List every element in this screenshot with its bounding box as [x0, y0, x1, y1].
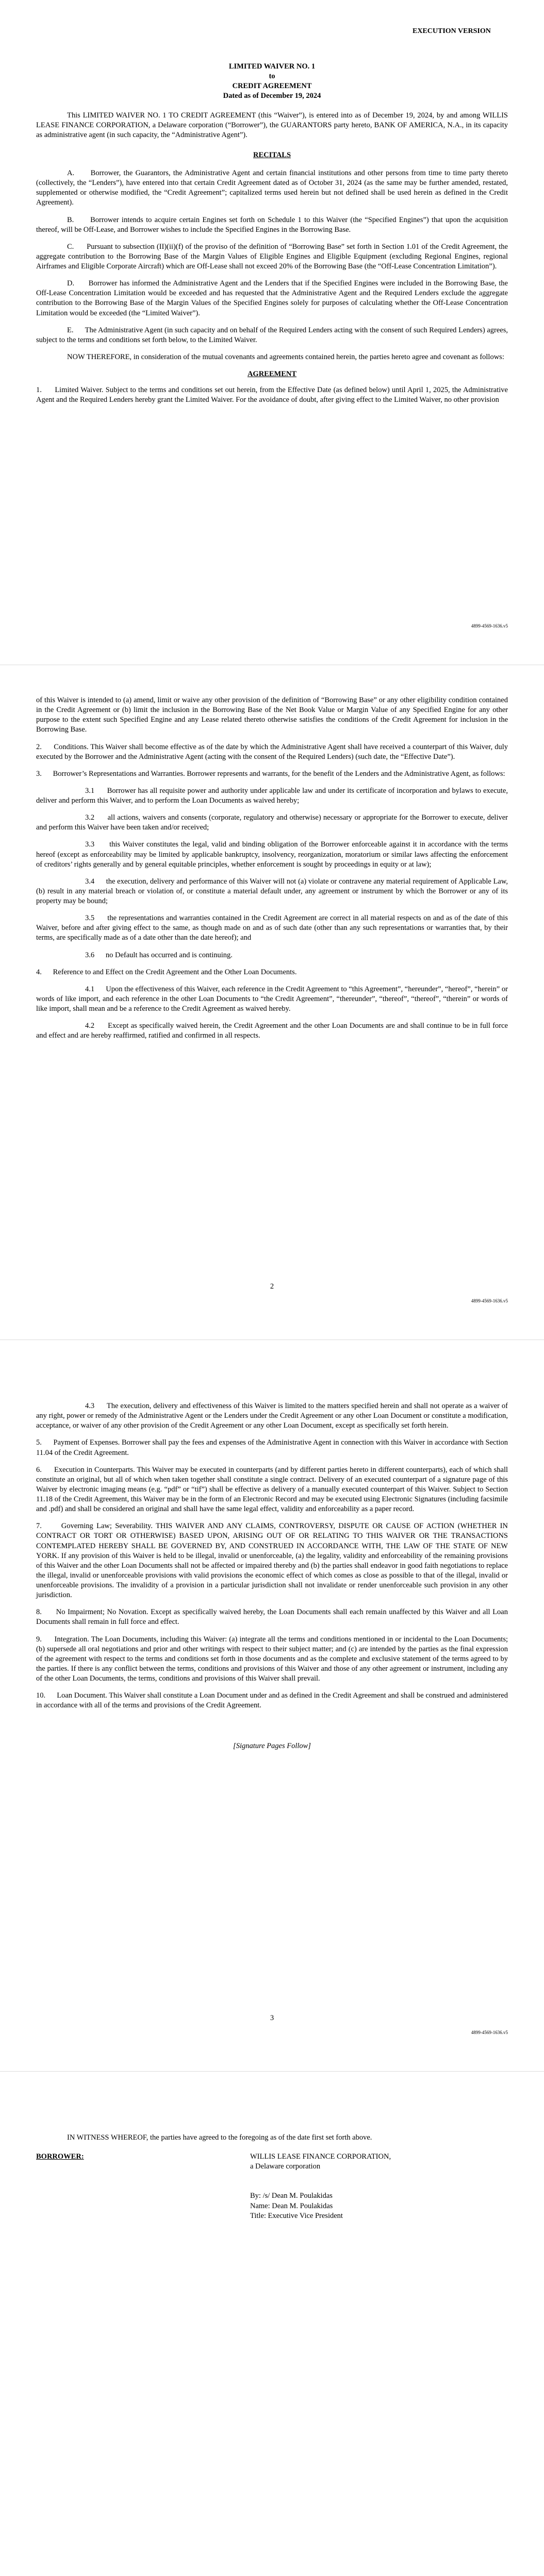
borrower-name: WILLIS LEASE FINANCE CORPORATION,	[250, 2153, 391, 2161]
borrower-label: BORROWER:	[36, 2153, 84, 2161]
section-9: 9. Integration. The Loan Documents, including this Waiver: (a) integrate all the terms and conditions mentioned in or incidental to the Loan Documents; (b) supersede all oral negotiations and prior and other writings with respect to their subject matter; and (c) are intended by the parties as the final expression of the agreement with respect to the terms and conditions set forth in those documents and as the complete and exclusive statement of the terms agreed to by the parties. If there is any conflict between the terms, conditions and provisions of this Waiver and those of any other agreement or instrument, including any of the other Loan Documents, the terms, conditions and provisions of this Waiver shall prevail.	[36, 1635, 508, 1683]
section-1-start: 1. Limited Waiver. Subject to the terms and conditions set out herein, from the Effective Date (as defined below) until April 1, 2025, the Administrative Agent and the Required Lenders hereby grant the Limited Waiver. For the avoidance of doubt, after giving effect to the Limited Waiver, no other provision	[36, 386, 508, 404]
section-4: 4. Reference to and Effect on the Credit Agreement and the Other Loan Documents.	[36, 968, 297, 976]
section-4-2: 4.2 Except as specifically waived herein, the Credit Agreement and the other Loan Documents are and shall continue to be in full force and effect and are hereby reaffirmed, ratified and confirmed in all respects.	[36, 1022, 508, 1040]
section-3-3: 3.3 this Waiver constitutes the legal, valid and binding obligation of the Borrower enforceable against it in accordance with the terms hereof (except as enforceability may be limited by applicable bankruptcy, insolvency, reorganization, moratorium or similar laws affecting the enforcement of creditors’ rights generally and by general equitable principles, whether enforcement is sought by proceedings in equity or at law);	[36, 840, 508, 869]
in-witness: IN WITNESS WHEREOF, the parties have agreed to the foregoing as of the date first set forth above.	[67, 2133, 372, 2142]
doc-title-credit: CREDIT AGREEMENT	[232, 82, 312, 91]
doc-dated: Dated as of December 19, 2024	[223, 92, 321, 100]
section-4-3: 4.3 The execution, delivery and effectiveness of this Waiver is limited to the matters specified herein and shall not operate as a waiver of any right, power or remedy of the Administrative Agent or the Lenders under the Credit Agreement or any other Loan Document or constitute a modification, acceptance, or waiver of any other provision of the Credit Agreement or any other Loan Document, except as specifically set forth herein.	[36, 1402, 508, 1430]
section-3-5: 3.5 the representations and warranties contained in the Credit Agreement are correct in all material respects on and as of the date of this Waiver, before and after giving effect to the same, as though made on and as of such date (other than any such representations or warranties that, by their terms, are specifically made as of a date other than the date hereof); and	[36, 914, 508, 942]
recital-c: C. Pursuant to subsection (II)(ii)(f) of the proviso of the definition of “Borrowing Base” set forth in Section 1.01 of the Credit Agreement, the aggregate contribution to the Borrowing Base of the Margin Values of Eligible Engines and Eligible Equipment (excluding Regional Engines, regional Airframes and Eligible Corporate Aircraft) which are Off-Lease shall not exceed 20% of the Borrowing Base (the “Off-Lease Concentration Limitation”).	[36, 242, 508, 270]
section-8: 8. No Impairment; No Novation. Except as specifically waived hereby, the Loan Documents shall each remain unaffected by this Waiver and all Loan Documents shall remain in full force and effect.	[36, 1608, 508, 1626]
execution-version-label: EXECUTION VERSION	[413, 27, 491, 35]
section-3-2: 3.2 all actions, waivers and consents (corporate, regulatory and otherwise) necessary or appropriate for the Borrower to execute, deliver and perform this Waiver have been taken and/or received;	[36, 814, 508, 832]
signature-block	[36, 2152, 508, 2221]
section-3: 3. Borrower’s Representations and Warranties. Borrower represents and warrants, for the benefit of the Lenders and the Administrative Agent, as follows:	[36, 769, 505, 778]
section-6: 6. Execution in Counterparts. This Waiver may be executed in counterparts (and by different parties hereto in different counterparts), each of which shall constitute an original, but all of which when taken together shall constitute a single contract. Delivery of an executed counterpart of a signature page of this Waiver by electronic imaging means (e.g. “pdf” or “tif”) shall be effective as delivery of a manually executed counterpart of this Waiver. Subject to Section 11.18 of the Credit Agreement, this Waiver may be in the form of an Electronic Record and may be executed using Electronic Signatures (including facsimile and .pdf) and shall be considered an original and shall have the same legal effect, validity and enforceability as a paper record.	[36, 1465, 508, 1514]
agreement-heading: AGREEMENT	[247, 370, 297, 378]
page-2	[36, 696, 508, 1048]
doc-id: 4899-4569-1636.v5	[471, 623, 508, 629]
now-therefore: NOW THEREFORE, in consideration of the mutual covenants and agreements contained herein, the parties hereto agree and covenant as follows:	[67, 352, 504, 361]
page-1	[36, 62, 508, 412]
section-1-cont: of this Waiver is intended to (a) amend, limit or waive any other provision of the definition of “Borrowing Base” or any other eligibility condition contained in the Credit Agreement or (b) limit the inclusion in the Borrowing Base of the Net Book Value or Margin Value of any Specified Engine for any other purpose to the extent such Specified Engine and any Lease related thereto otherwise satisfies the conditions of the Credit Agreement for inclusion in the Borrowing Base.	[36, 696, 508, 734]
section-10: 10. Loan Document. This Waiver shall constitute a Loan Document under and as defined in the Credit Agreement and shall be construed and administered in accordance with all of the terms and provisions of the Credit Agreement.	[36, 1691, 508, 1710]
section-3-4: 3.4 the execution, delivery and performance of this Waiver will not (a) violate or contravene any material requirement of Applicable Law, (b) result in any material breach or violation of, or constitute a material default under, any agreement or instrument by which the Borrower or any of its property may be bound;	[36, 877, 508, 905]
section-3-6: 3.6 no Default has occurred and is continuing.	[85, 951, 233, 959]
signature-page	[36, 2133, 508, 2221]
page-3	[36, 1401, 508, 1752]
section-2: 2. Conditions. This Waiver shall become effective as of the date by which the Administrative Agent shall have received a counterpart of this Waiver, duly executed by the Borrower and the Administrative Agent (acting with the consent of the Required Lenders) (such date, the “Effective Date”).	[36, 742, 508, 761]
page-separator	[0, 2071, 544, 2072]
doc-id: 4899-4569-1636.v5	[471, 1298, 508, 1303]
section-7: 7. Governing Law; Severability. THIS WAIVER AND ANY CLAIMS, CONTROVERSY, DISPUTE OR CAUSE OF ACTION (WHETHER IN CONTRACT OR TORT OR OTHERWISE) BASED UPON, ARISING OUT OF OR RELATING TO THIS WAIVER OR THE TRANSACTIONS CONTEMPLATED HEREBY SHALL BE GOVERNED BY, AND CONSTRUED IN ACCORDANCE WITH, THE LAW OF THE STATE OF NEW YORK. If any provision of this Waiver is held to be illegal, invalid or unenforceable, (a) the legality, validity and enforceability of the remaining provisions of this Waiver and the other Loan Documents shall not be affected or impaired thereby and (b) the parties shall endeavor in good faith negotiations to replace the illegal, invalid or unenforceable provisions with valid provisions the economic effect of which comes as close as possible to that of the illegal, invalid or unenforceable provisions. The invalidity of a provision in a particular jurisdiction shall not invalidate or render unenforceable such provision in any other jurisdiction.	[36, 1522, 508, 1600]
borrower-desc: a Delaware corporation	[250, 2162, 321, 2171]
intro-paragraph: This LIMITED WAIVER NO. 1 TO CREDIT AGREEMENT (this “Waiver”), is entered into as of December 19, 2024, by and among WILLIS LEASE FINANCE CORPORATION, a Delaware corporation (“Borrower”), the GUARANTORS party hereto, BANK OF AMERICA, N.A., in its capacity as administrative agent (in such capacity, the “Administrative Agent”).	[36, 111, 508, 139]
signatory-title: Title: Executive Vice President	[250, 2211, 343, 2220]
signature-pages-follow: [Signature Pages Follow]	[233, 1742, 311, 1751]
recital-d: D. Borrower has informed the Administrative Agent and the Lenders that if the Specified Engines were included in the Borrowing Base, the Off-Lease Concentration Limitation would be exceeded and has requested that the Administrative Agent and the Required Lenders exclude the aggregate contribution to the Borrowing Base of the Margin Values of the Specified Engines solely for purposes of calculating whether the Off-Lease Concentration Limitation would be exceeded (the “Limited Waiver”).	[36, 279, 508, 317]
doc-title-to: to	[269, 72, 275, 81]
doc-id: 4899-4569-1636.v5	[471, 2030, 508, 2035]
signatory-name: Name: Dean M. Poulakidas	[250, 2201, 333, 2210]
recital-e: E. The Administrative Agent (in such capacity and on behalf of the Required Lenders acting with the consent of such Required Lenders) agrees, subject to the terms and conditions set forth below, to the Limited Waiver.	[36, 326, 508, 344]
recital-a: A. Borrower, the Guarantors, the Administrative Agent and certain financial institutions and other persons from time to time party thereto (collectively, the “Lenders”), have entered into that certain Credit Agreement dated as of October 31, 2024 (as the same may be further amended, restated, supplemented or otherwise modified, the “Credit Agreement”; capitalized terms used herein but not defined shall be used herein as defined in the Credit Agreement).	[36, 169, 508, 207]
doc-title: LIMITED WAIVER NO. 1	[228, 62, 316, 71]
section-3-1: 3.1 Borrower has all requisite power and authority under applicable law and under its certificate of incorporation and bylaws to execute, deliver and perform this Waiver, and to perform the Loan Documents as waived hereby;	[36, 786, 508, 805]
recitals-heading: RECITALS	[253, 150, 291, 159]
section-4-1: 4.1 Upon the effectiveness of this Waiver, each reference in the Credit Agreement to “this Agreement”, “hereunder”, “hereof”, “herein” or words of like import, and each reference in the other Loan Documents to “the Credit Agreement”, “thereunder”, “thereof”, “thereof”, “therein” or words of like import, shall mean and be a reference to the Credit Agreement as waived hereby.	[36, 985, 508, 1013]
page-number-3: 3	[270, 2014, 274, 2022]
recital-b: B. Borrower intends to acquire certain Engines set forth on Schedule 1 to this Waiver (the “Specified Engines”) that upon the acquisition thereof, will be Off-Lease, and Borrower wishes to include the Specified Engines in the Borrowing Base.	[36, 215, 508, 234]
signature-by: By: /s/ Dean M. Poulakidas	[250, 2192, 333, 2200]
section-5: 5. Payment of Expenses. Borrower shall pay the fees and expenses of the Administrative Agent in connection with this Waiver in accordance with Section 11.04 of the Credit Agreement.	[36, 1438, 508, 1457]
page-number-2: 2	[270, 1282, 274, 1291]
